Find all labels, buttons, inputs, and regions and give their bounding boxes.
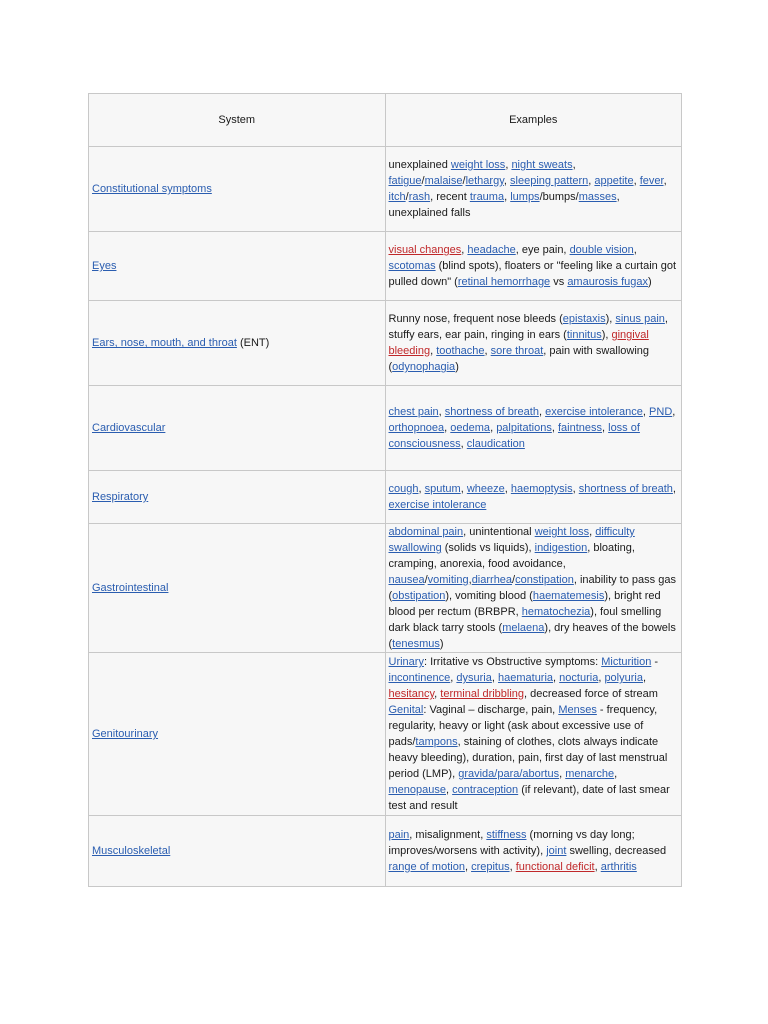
- term-link[interactable]: scotomas: [388, 260, 436, 272]
- system-cell: [89, 816, 386, 887]
- term-link[interactable]: menopause: [388, 784, 446, 796]
- term-link[interactable]: haematemesis: [532, 590, 605, 602]
- term-link[interactable]: night sweats: [511, 159, 573, 171]
- cell-text: -: [651, 656, 659, 668]
- term-link[interactable]: gravida/para/abortus: [458, 768, 560, 780]
- term-link[interactable]: incontinence: [388, 672, 451, 684]
- cell-text: /bumps/: [539, 191, 579, 203]
- examples-cell: [385, 816, 682, 887]
- term-link[interactable]: chest pain: [388, 406, 439, 418]
- term-link[interactable]: Eyes: [92, 260, 117, 272]
- cell-text: , recent: [430, 191, 470, 203]
- term-link[interactable]: itch: [388, 191, 406, 203]
- cell-text: ,: [438, 406, 445, 418]
- cell-text: ,: [418, 483, 425, 495]
- term-link[interactable]: palpitations: [496, 422, 552, 434]
- term-link[interactable]: pain: [388, 829, 410, 841]
- term-link[interactable]: haematuria: [498, 672, 554, 684]
- cell-text: ): [455, 361, 459, 373]
- table-row-eyes: [89, 232, 682, 301]
- cell-text: ,: [464, 861, 472, 873]
- term-link[interactable]: exercise intolerance: [388, 499, 487, 511]
- cell-text: /: [424, 574, 428, 586]
- cell-text: ,: [553, 672, 560, 684]
- term-link[interactable]: haemoptysis: [510, 483, 573, 495]
- cell-text: (morning vs day long; improves/worsens with activity),: [388, 829, 635, 857]
- term-link[interactable]: menarche: [565, 768, 615, 780]
- cell-text: ),: [601, 329, 612, 341]
- examples-cell: [385, 232, 682, 301]
- cell-text: Runny nose, frequent nose bleeds (: [388, 313, 563, 325]
- cell-text: ): [648, 276, 652, 288]
- term-link[interactable]: wheeze: [466, 483, 505, 495]
- examples-cell: [385, 301, 682, 386]
- cell-text: ,: [672, 406, 676, 418]
- cell-text: ,: [633, 244, 637, 256]
- cell-text: ), foul smelling dark black tarry stools (: [388, 606, 662, 634]
- cell-text: : Irritative vs Obstructive symptoms:: [423, 656, 602, 668]
- cell-text: , unintentional: [463, 526, 535, 538]
- term-link[interactable]: malaise: [424, 175, 463, 187]
- cell-text: , unexplained falls: [388, 191, 620, 219]
- term-link[interactable]: difficulty swallowing: [388, 526, 635, 554]
- cell-text: /: [462, 175, 466, 187]
- term-link[interactable]: rash: [408, 191, 431, 203]
- examples-cell: [385, 524, 682, 653]
- cell-text: , pain with swallowing (: [388, 345, 650, 373]
- system-column-header: System: [89, 94, 386, 147]
- term-link[interactable]: masses: [578, 191, 617, 203]
- cell-text: ,: [551, 422, 558, 434]
- term-link[interactable]: sinus pain: [615, 313, 665, 325]
- term-link[interactable]: shortness of breath: [578, 483, 673, 495]
- cell-text: ,: [491, 672, 498, 684]
- cell-text: ,: [434, 688, 441, 700]
- term-link[interactable]: epistaxis: [562, 313, 606, 325]
- term-link[interactable]: weight loss: [450, 159, 506, 171]
- cell-text: /: [405, 191, 409, 203]
- term-link[interactable]: visual changes: [388, 244, 462, 256]
- cell-text: ,: [642, 406, 650, 418]
- table-row-ent: [89, 301, 682, 386]
- term-link[interactable]: shortness of breath: [444, 406, 539, 418]
- term-link[interactable]: stiffness: [486, 829, 527, 841]
- cell-text: - frequency, regularity, heavy or light (ask about excessive use of pads/: [388, 704, 658, 748]
- cell-text: /: [421, 175, 425, 187]
- term-link[interactable]: Menses: [558, 704, 597, 716]
- term-link[interactable]: claudication: [466, 438, 525, 450]
- cell-text: ,: [509, 861, 516, 873]
- cell-text: ,: [430, 345, 437, 357]
- cell-text: ,: [594, 861, 601, 873]
- cell-text: ,: [602, 422, 609, 434]
- cell-text: ,: [468, 574, 472, 586]
- system-cell: [89, 232, 386, 301]
- term-link[interactable]: Gastrointestinal: [92, 582, 169, 594]
- term-link[interactable]: obstipation: [392, 590, 446, 602]
- cell-text: ,: [490, 422, 497, 434]
- term-link[interactable]: headache: [467, 244, 516, 256]
- term-link[interactable]: Urinary: [388, 656, 424, 668]
- term-link[interactable]: joint: [546, 845, 567, 857]
- term-link[interactable]: fatigue: [388, 175, 422, 187]
- term-link[interactable]: appetite: [594, 175, 634, 187]
- term-link[interactable]: Ears, nose, mouth, and throat: [92, 337, 237, 349]
- table-row-gastrointestinal: [89, 524, 682, 653]
- table-row-constitutional: [89, 147, 682, 232]
- system-cell: [89, 301, 386, 386]
- cell-text: unexplained: [388, 159, 451, 171]
- cell-text: (blind spots), floaters or "feeling like a curtain got pulled down" (: [388, 260, 677, 288]
- cell-text: ,: [672, 483, 676, 495]
- cell-text: ), vomiting blood (: [445, 590, 533, 602]
- term-link[interactable]: faintness: [557, 422, 602, 434]
- term-link[interactable]: sputum: [424, 483, 461, 495]
- term-link[interactable]: vomiting: [427, 574, 469, 586]
- cell-text: /: [512, 574, 516, 586]
- term-link[interactable]: melaena: [502, 622, 545, 634]
- examples-cell: [385, 147, 682, 232]
- review-of-systems-table: [88, 93, 682, 887]
- examples-column-header: Examples: [385, 94, 682, 147]
- term-link[interactable]: hematochezia: [521, 606, 591, 618]
- cell-text: ,: [598, 672, 605, 684]
- term-link[interactable]: contraception: [452, 784, 519, 796]
- cell-text: ,: [633, 175, 640, 187]
- cell-text: ,: [444, 422, 451, 434]
- term-link[interactable]: tinnitus: [566, 329, 602, 341]
- term-link[interactable]: trauma: [469, 191, 505, 203]
- term-link[interactable]: Genital: [388, 704, 424, 716]
- cell-text: ,: [614, 768, 618, 780]
- system-cell: [89, 386, 386, 471]
- cell-text: (ENT): [236, 337, 270, 349]
- term-link[interactable]: exercise intolerance: [545, 406, 643, 418]
- term-link[interactable]: odynophagia: [392, 361, 456, 373]
- cell-text: ,: [663, 175, 667, 187]
- cell-text: ,: [504, 483, 511, 495]
- cell-text: , eye pain,: [515, 244, 570, 256]
- cell-text: , inability to pass gas (: [388, 574, 676, 602]
- term-link[interactable]: sore throat: [490, 345, 544, 357]
- cell-text: ,: [460, 438, 467, 450]
- table-row-cardiovascular: [89, 386, 682, 471]
- examples-cell: [385, 653, 682, 816]
- term-link[interactable]: functional deficit: [515, 861, 595, 873]
- system-cell: [89, 524, 386, 653]
- cell-text: ,: [642, 672, 647, 684]
- term-link[interactable]: loss of consciousness: [388, 422, 640, 450]
- cell-text: ,: [503, 175, 511, 187]
- term-link[interactable]: cough: [388, 483, 419, 495]
- term-link[interactable]: oedema: [450, 422, 491, 434]
- system-cell: [89, 471, 386, 524]
- cell-text: : Vaginal – discharge, pain,: [423, 704, 559, 716]
- term-link[interactable]: polyuria: [604, 672, 643, 684]
- cell-text: ,: [505, 159, 512, 171]
- term-link[interactable]: lethargy: [465, 175, 504, 187]
- header-row: [89, 94, 682, 147]
- cell-text: ,: [446, 784, 453, 796]
- table-row-musculoskeletal: [89, 816, 682, 887]
- cell-text: , staining of clothes, clots always indicate heavy bleeding), duration, pain, first day of last menstrual period (LMP),: [388, 736, 668, 780]
- term-link[interactable]: indigestion: [534, 542, 588, 554]
- cell-text: vs: [550, 276, 568, 288]
- term-link[interactable]: Musculoskeletal: [92, 845, 171, 857]
- term-link[interactable]: fever: [639, 175, 664, 187]
- cell-text: , stuffy ears, ear pain, ringing in ears (: [388, 313, 668, 341]
- term-link[interactable]: toothache: [436, 345, 485, 357]
- system-cell: [89, 653, 386, 816]
- term-link[interactable]: amaurosis fugax: [567, 276, 649, 288]
- term-link[interactable]: PND: [649, 406, 673, 418]
- cell-text: ), dry heaves of the bowels (: [388, 622, 676, 650]
- term-link[interactable]: Cardiovascular: [92, 422, 166, 434]
- term-link[interactable]: constipation: [515, 574, 574, 586]
- term-link[interactable]: abdominal pain: [388, 526, 464, 538]
- cell-text: ,: [504, 191, 511, 203]
- cell-text: ,: [461, 244, 468, 256]
- cell-text: ): [439, 638, 444, 650]
- term-link[interactable]: arthritis: [600, 861, 637, 873]
- table-row-respiratory: [89, 471, 682, 524]
- term-link[interactable]: retinal hemorrhage: [457, 276, 551, 288]
- cell-text: ,: [572, 483, 579, 495]
- term-link[interactable]: dysuria: [456, 672, 492, 684]
- cell-text: ,: [538, 406, 546, 418]
- term-link[interactable]: weight loss: [534, 526, 590, 538]
- cell-text: ,: [460, 483, 467, 495]
- term-link[interactable]: gingival bleeding: [388, 329, 649, 357]
- term-link[interactable]: lumps: [510, 191, 540, 203]
- cell-text: (if relevant), date of last smear test and result: [388, 784, 670, 812]
- cell-text: swelling, decreased: [566, 845, 667, 857]
- examples-cell: [385, 471, 682, 524]
- term-link[interactable]: hesitancy: [388, 688, 435, 700]
- term-link[interactable]: nocturia: [559, 672, 599, 684]
- cell-text: , decreased force of stream: [524, 688, 658, 700]
- cell-text: , bloating, cramping, anorexia, food avoidance,: [388, 542, 635, 570]
- term-link[interactable]: diarrhea: [471, 574, 513, 586]
- cell-text: ,: [450, 672, 457, 684]
- term-link[interactable]: nausea: [388, 574, 425, 586]
- term-link[interactable]: double vision: [569, 244, 634, 256]
- cell-text: ,: [484, 345, 491, 357]
- term-link[interactable]: Micturition: [601, 656, 652, 668]
- cell-text: ,: [572, 159, 576, 171]
- examples-cell: [385, 386, 682, 471]
- term-link[interactable]: range of motion: [388, 861, 465, 873]
- cell-text: ,: [588, 175, 595, 187]
- term-link[interactable]: crepitus: [471, 861, 510, 873]
- term-link[interactable]: tampons: [415, 736, 458, 748]
- system-cell: [89, 147, 386, 232]
- cell-text: ),: [605, 313, 616, 325]
- cell-text: ), bright red blood per rectum (BRBPR,: [388, 590, 661, 618]
- cell-text: ,: [559, 768, 566, 780]
- term-link[interactable]: Genitourinary: [92, 728, 159, 740]
- term-link[interactable]: terminal dribbling: [440, 688, 525, 700]
- cell-text: (solids vs liquids),: [441, 542, 535, 554]
- term-link[interactable]: Constitutional symptoms: [92, 183, 212, 195]
- cell-text: , misalignment,: [409, 829, 487, 841]
- table-row-genitourinary: [89, 653, 682, 816]
- term-link[interactable]: Respiratory: [92, 491, 149, 503]
- term-link[interactable]: tenesmus: [392, 638, 440, 650]
- term-link[interactable]: orthopnoea: [388, 422, 445, 434]
- cell-text: ,: [589, 526, 596, 538]
- term-link[interactable]: sleeping pattern: [510, 175, 589, 187]
